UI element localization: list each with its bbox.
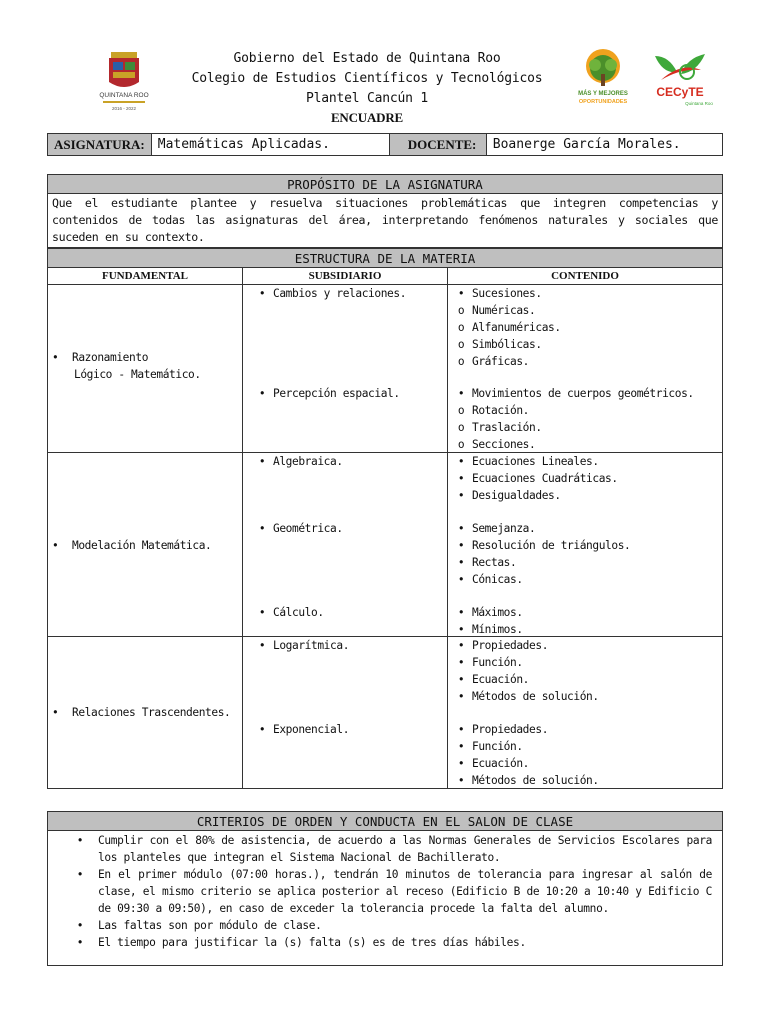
contenido-item: Alfanuméricas. <box>472 321 561 334</box>
header-line-3: Plantel Cancún 1 <box>305 91 429 106</box>
bullet-icon: • <box>457 472 465 485</box>
list-item: • Cumplir con el 80% de asistencia, de acuerdo a las Normas Generales de Servicios Escolares para los planteles que integran el Sistema Nacional de Bachillerato. <box>76 834 712 864</box>
subsidiario-item: Cambios y relaciones. <box>273 287 407 300</box>
criterios-table <box>47 811 723 966</box>
mas-logo-text-2: OPORTUNIDADES <box>578 99 628 105</box>
criterios-title: CRITERIOS DE ORDEN Y CONDUCTA EN EL SALON DE CLASE <box>48 812 723 831</box>
contenido-item: Simbólicas. <box>472 338 542 351</box>
table-row <box>48 453 723 637</box>
fundamental-label: Modelación Matemática. <box>72 539 212 552</box>
table-row <box>48 285 723 453</box>
bullet-icon: • <box>457 573 465 586</box>
qroo-logo-years: 2016 - 2022 <box>111 106 137 111</box>
criterios-body <box>48 831 723 966</box>
bullet-icon: • <box>457 774 465 787</box>
subsidiario-item: Algebraica. <box>273 455 343 468</box>
contenido-item: Ecuaciones Lineales. <box>472 455 599 468</box>
subsidiario-cell: • Cambios y relaciones. • Percepción espacial. <box>243 285 448 453</box>
bullet-icon: • <box>457 757 465 770</box>
contenido-item: Función. <box>472 656 523 669</box>
fundamental-cell: • Modelación Matemática. <box>48 453 243 637</box>
contenido-item: Rotación. <box>472 404 530 417</box>
contenido-item: Traslación. <box>472 421 542 434</box>
list-item: • Las faltas son por módulo de clase. <box>76 919 322 932</box>
criterio-text: Las faltas son por módulo de clase. <box>98 919 322 932</box>
sub-bullet-icon: o <box>457 304 465 317</box>
contenido-cell <box>448 453 723 637</box>
quintana-roo-logo <box>91 48 157 112</box>
proposito-table <box>47 174 723 248</box>
contenido-item: Semejanza. <box>472 522 536 535</box>
sub-bullet-icon: o <box>457 355 465 368</box>
estructura-table <box>47 248 723 789</box>
fundamental-label-cont: Lógico - Matemático. <box>74 368 201 381</box>
sub-bullet-icon: o <box>457 404 465 417</box>
mas-logo-text-1: MÁS Y MEJORES <box>578 91 628 97</box>
col-header-fundamental: FUNDAMENTAL <box>48 268 243 285</box>
document-header <box>47 44 723 130</box>
bullet-icon: • <box>457 489 465 502</box>
bullet-icon: • <box>457 522 465 535</box>
criterio-text: El tiempo para justificar la (s) falta (s) es de tres días hábiles. <box>98 936 526 949</box>
bullet-icon: • <box>457 455 465 468</box>
table-row <box>48 637 723 789</box>
list-item: • En el primer módulo (07:00 horas.), tendrán 10 minutos de tolerancia para ingresar al salón de clase, el mismo criterio se aplica posterior al receso (Edificio B de 10:20 a 10:40 y Edificio C de 09:30 a 09:50), en caso de exceder la tolerancia procede la falta del alumno. <box>76 868 712 915</box>
contenido-item: Métodos de solución. <box>472 690 599 703</box>
col-header-contenido: CONTENIDO <box>448 268 723 285</box>
criterio-text: En el primer módulo (07:00 horas.), tendrán 10 minutos de tolerancia para ingresar al salón de clase, el mismo criterio se aplica posterior al receso (Edificio B de 10:20 a 10:40 y Edificio C de 09:30 a 09:50), en caso de exceder la tolerancia procede la falta del alumno. <box>98 868 712 915</box>
contenido-item: Desigualdades. <box>472 489 561 502</box>
qroo-logo-text: QUINTANA ROO <box>99 92 149 99</box>
fundamental-cell: • Razonamiento Lógico - Matemático. <box>48 285 243 453</box>
header-line-1: Gobierno del Estado de Quintana Roo <box>233 51 501 66</box>
contenido-item: Mínimos. <box>472 623 523 636</box>
proposito-title: PROPÓSITO DE LA ASIGNATURA <box>48 175 723 194</box>
sub-bullet-icon: o <box>457 338 465 351</box>
contenido-item: Secciones. <box>472 438 536 451</box>
subsidiario-cell: • Logarítmica. • Exponencial. <box>243 637 448 789</box>
contenido-item: Propiedades. <box>472 639 549 652</box>
contenido-cell <box>448 637 723 789</box>
header-titles <box>177 49 557 127</box>
cecyte-logo-sub: Quintana Roo <box>685 101 713 106</box>
bullet-icon: • <box>457 287 465 300</box>
bullet-icon: • <box>457 639 465 652</box>
contenido-item: Movimientos de cuerpos geométricos. <box>472 387 694 400</box>
subsidiario-item: Percepción espacial. <box>273 387 400 400</box>
contenido-item: Propiedades. <box>472 723 549 736</box>
subsidiario-item: Geométrica. <box>273 522 343 535</box>
header-line-2: Colegio de Estudios Científicos y Tecnológicos <box>191 71 543 86</box>
cecyte-logo-text: CECyTE <box>656 85 704 99</box>
fundamental-label: Relaciones Trascendentes. <box>72 706 231 719</box>
bullet-icon: • <box>457 623 465 636</box>
bullet-icon: • <box>457 690 465 703</box>
cecyte-logo <box>647 50 713 108</box>
contenido-item: Cónicas. <box>472 573 523 586</box>
subsidiario-cell: • Algebraica. • Geométrica. • Cálculo. <box>243 453 448 637</box>
subsidiario-item: Logarítmica. <box>273 639 350 652</box>
sub-bullet-icon: o <box>457 321 465 334</box>
contenido-cell <box>448 285 723 453</box>
document-title: ENCUADRE <box>330 110 404 125</box>
asignatura-value: Matemáticas Aplicadas. <box>151 134 389 156</box>
criterio-text: Cumplir con el 80% de asistencia, de acuerdo a las Normas Generales de Servicios Escolares para los planteles que integran el Sistema Nacional de Bachillerato. <box>98 834 712 864</box>
contenido-item: Rectas. <box>472 556 517 569</box>
sub-bullet-icon: o <box>457 438 465 451</box>
list-item: • El tiempo para justificar la (s) falta (s) es de tres días hábiles. <box>76 936 526 949</box>
contenido-item: Ecuación. <box>472 757 530 770</box>
asignatura-table <box>47 133 723 156</box>
contenido-item: Sucesiones. <box>472 287 542 300</box>
contenido-item: Ecuaciones Cuadráticas. <box>472 472 618 485</box>
fundamental-label: Razonamiento <box>72 351 149 364</box>
sub-bullet-icon: o <box>457 421 465 434</box>
contenido-item: Función. <box>472 740 523 753</box>
docente-label: DOCENTE: <box>389 134 486 156</box>
subsidiario-item: Exponencial. <box>273 723 350 736</box>
subsidiario-item: Cálculo. <box>273 606 324 619</box>
bullet-icon: • <box>457 606 465 619</box>
bullet-icon: • <box>457 656 465 669</box>
proposito-text: Que el estudiante plantee y resuelva situaciones problemáticas que integren competencias y contenidos de todas las asignaturas del área, interpretando fenómenos naturales y sociales que suceden en su contexto. <box>48 194 723 248</box>
bullet-icon: • <box>457 539 465 552</box>
bullet-icon: • <box>457 723 465 736</box>
bullet-icon: • <box>457 740 465 753</box>
fundamental-cell: • Relaciones Trascendentes. <box>48 637 243 789</box>
contenido-item: Gráficas. <box>472 355 530 368</box>
mas-y-mejores-oportunidades-logo <box>571 48 635 110</box>
contenido-item: Resolución de triángulos. <box>472 539 631 552</box>
bullet-icon: • <box>457 387 465 400</box>
contenido-item: Máximos. <box>472 606 523 619</box>
estructura-title: ESTRUCTURA DE LA MATERIA <box>48 249 723 268</box>
contenido-item: Métodos de solución. <box>472 774 599 787</box>
bullet-icon: • <box>457 673 465 686</box>
col-header-subsidiario: SUBSIDIARIO <box>243 268 448 285</box>
bullet-icon: • <box>457 556 465 569</box>
contenido-item: Ecuación. <box>472 673 530 686</box>
contenido-item: Numéricas. <box>472 304 536 317</box>
asignatura-label: ASIGNATURA: <box>48 134 152 156</box>
docente-value: Boanerge García Morales. <box>486 134 722 156</box>
